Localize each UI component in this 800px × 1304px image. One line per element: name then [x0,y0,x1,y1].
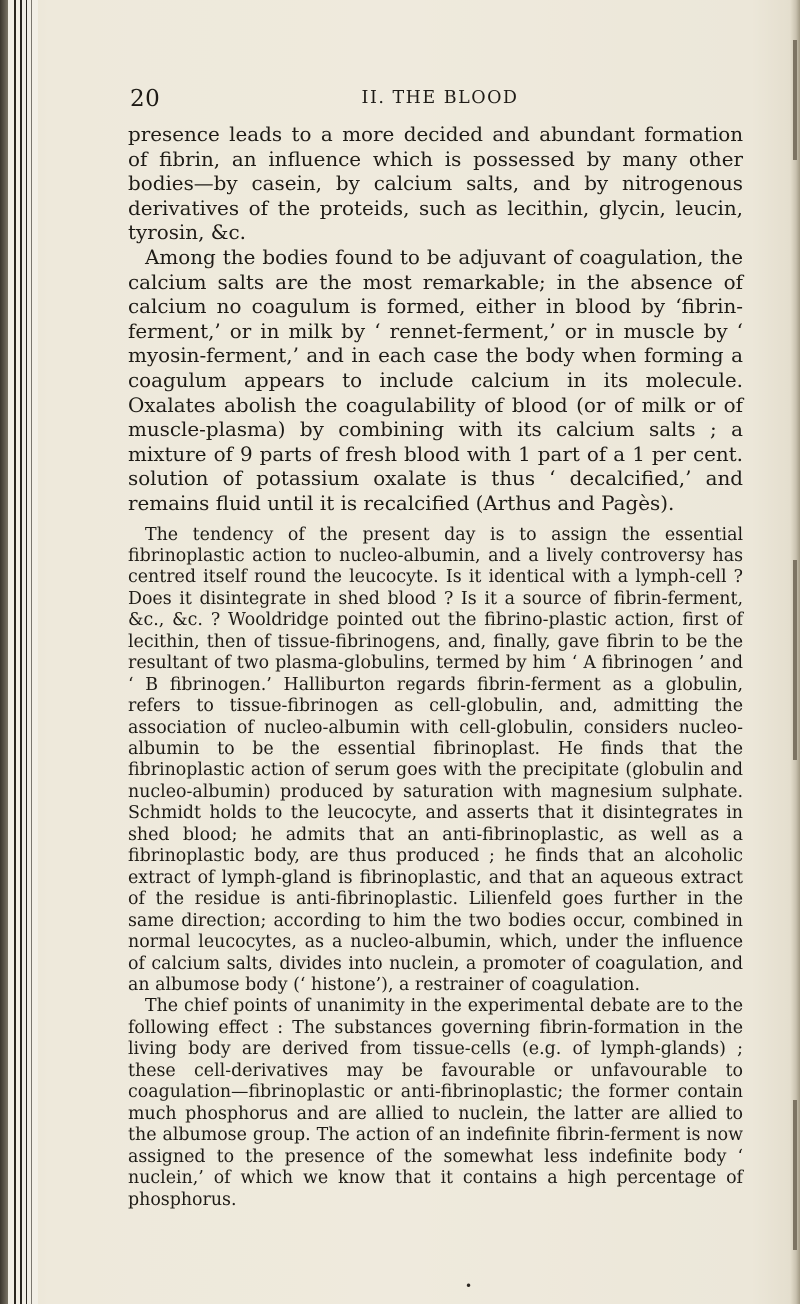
binding-line [20,0,22,1304]
page-binding-edge [0,0,38,1304]
footer-mark: • [465,1279,473,1293]
small-type-section [128,525,743,1212]
page-edge-mark [793,560,797,760]
page-edge-mark [793,1100,797,1250]
paragraph: Among the bodies found to be adjuvant of coagulation, the calcium salts are the most remarkable; in the absence of calcium no coagulum is formed, either in blood by ‘fibrin-ferment,’ or in milk by ‘ rennet-ferment,’ or in muscle by ‘ myosin-ferment,’ and in each case the body when forming a coagulum appears to include calcium in its molecule. Oxalates abolish the coagulability of blood (or of milk or of muscle-plasma) by combining with its calcium salts ; a mixture of 9 parts of fresh blood with 1 part of a 1 per cent. solution of potassium oxalate is thus ‘ decalcified,’ and remains fluid until it is recalcified (Arthus and Pagès). [128,245,743,515]
large-type-section [128,123,743,517]
binding-line [31,0,32,1304]
binding-line [26,0,27,1304]
running-head: II. THE BLOOD [361,88,519,108]
paragraph: The tendency of the present day is to assign the essential fibrinoplastic action to nucleo-albumin, and a lively controversy has centred itself round the leucocyte. Is it identical with a lymph-cell ? Does it disintegrate in shed blood ? Is it a source of fibrin-ferment, &c., &c. ? Wooldridge pointed out the fibrino-plastic action, first of lecithin, then of tissue-fibrinogens, and, finally, gave fibrin to be the resultant of two plasma-globulins, termed by him ‘ A fibrinogen ’ and ‘ B fibrinogen.’ Halliburton regards fibrin-ferment as a globulin, refers to tissue-fibrinogen as cell-globulin, and, admitting the association of nucleo-albumin with cell-globulin, considers nucleo-albumin to be the essential fibrinoplast. He finds that the fibrinoplastic action of serum goes with the precipitate (globulin and nucleo-albumin) produced by saturation with magnesium sulphate. Schmidt holds to the leucocyte, and asserts that it disintegrates in shed blood; he admits that an anti-fibrinoplastic, as well as a fibrinoplastic body, are thus produced ; he finds that an alcoholic extract of lymph-gland is fibrinoplastic, and that an aqueous extract of the residue is anti-fibrinoplastic. Lilienfeld goes further in the same direction; according to him the two bodies occur, combined in normal leucocytes, as a nucleo-albumin, which, under the influence of calcium salts, divides into nuclein, a promoter of coagulation, and an albumose body (‘ histone’), a restrainer of coagulation. [128,524,743,996]
paragraph: The chief points of unanimity in the experimental debate are to the following effect : The substances governing fibrin-formation in the living body are derived from tissue-cells (e.g. of lymph-glands) ; these cell-derivatives may be favourable or unfavourable to coagulation—fibrinoplastic or anti-fibrinoplastic; the former contain much phosphorus and are allied to nuclein, the latter are allied to the albumose group. The action of an indefinite fibrin-ferment is now assigned to the presence of the somewhat less indefinite body ‘ nuclein,’ of which we know that it contains a high percentage of phosphorus. [128,996,743,1210]
paragraph: presence leads to a more decided and abundant formation of fibrin, an influence which is possessed by many other bodies—by casein, by calcium salts, and by nitrogenous derivatives of the proteids, such as lecithin, glycin, leucin, tyrosin, &c. [128,123,743,245]
page-right-edge [790,0,800,1304]
page-edge-mark [793,40,797,160]
page-header [130,86,740,116]
page-number: 20 [130,86,161,112]
binding-line [14,0,16,1304]
binding-shadow [0,0,8,1304]
body-text [128,123,743,1211]
